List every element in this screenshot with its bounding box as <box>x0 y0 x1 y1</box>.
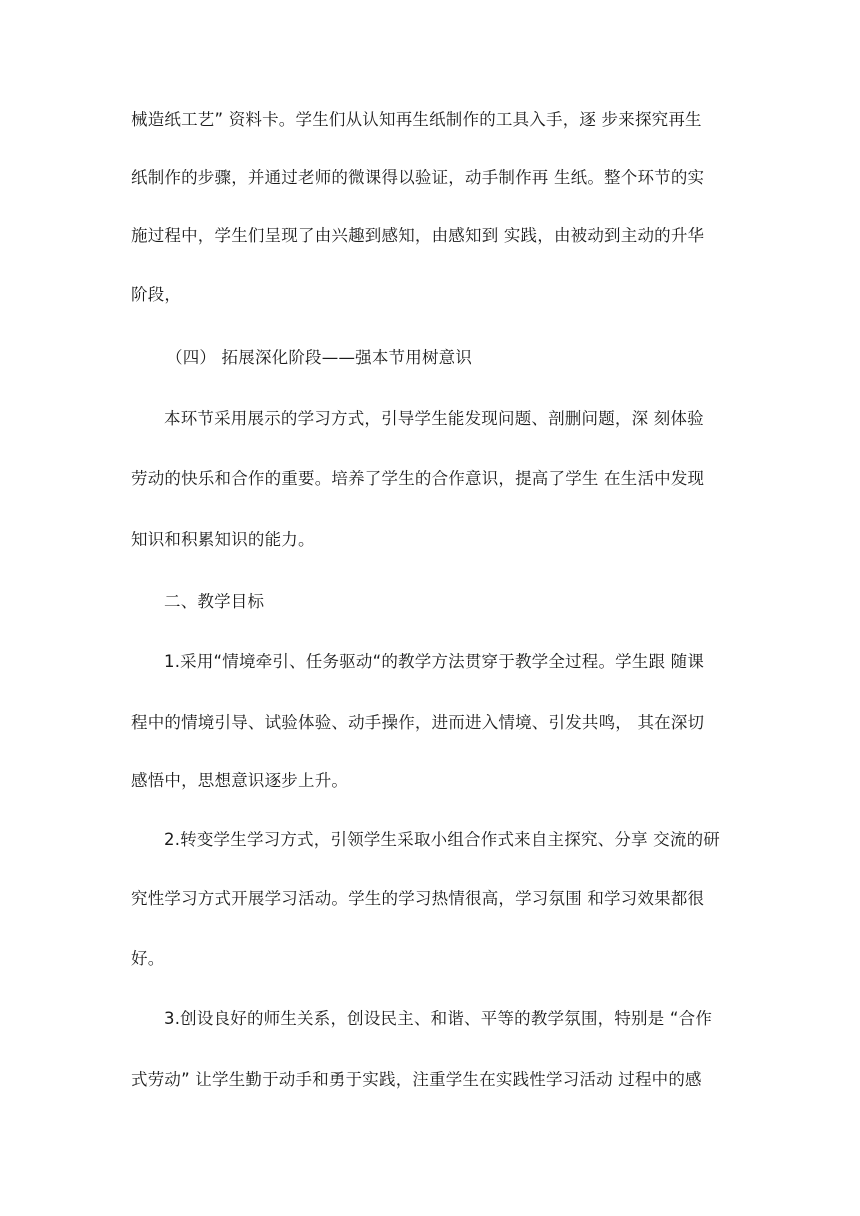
paragraph-line: 3.创设良好的师生关系，创设民主、和谐、平等的教学氛围，特别是 “合作 <box>164 1009 713 1028</box>
paragraph-line: 施过程中，学生们呈现了由兴趣到感知，由感知到 实践，由被动到主动的升华 <box>131 226 705 245</box>
paragraph-line: 式劳动” 让学生勤于动手和勇于实践，注重学生在实践性学习活动 过程中的感 <box>131 1070 702 1089</box>
paragraph-line: 究性学习方式开展学习活动。学生的学习热情很高，学习氛围 和学习效果都很 <box>131 889 705 908</box>
section-heading: 二、教学目标 <box>164 592 265 611</box>
paragraph-line: 感悟中，思想意识逐步上升。 <box>131 771 349 790</box>
paragraph-line: 阶段， <box>131 285 182 304</box>
paragraph-line: 知识和积累知识的能力。 <box>131 530 315 549</box>
paragraph-line: 程中的情境引导、试验体验、动手操作，进而进入情境、引发共鸣， 其在深切 <box>131 713 705 732</box>
section-heading: （四） 拓展深化阶段——强本节用树意识 <box>166 348 473 367</box>
paragraph-line: 劳动的快乐和合作的重要。培养了学生的合作意识，提高了学生 在生活中发现 <box>131 469 705 488</box>
paragraph-line: 2.转变学生学习方式，引领学生采取小组合作式来自主探究、分享 交流的研 <box>164 830 720 849</box>
paragraph-line: 纸制作的步骤，并通过老师的微课得以验证，动手制作再 生纸。整个环节的实 <box>131 168 705 187</box>
paragraph-line: 械造纸工艺” 资料卡。学生们从认知再生纸制作的工具入手，逐 步来探究再生 <box>131 110 702 129</box>
paragraph-line: 本环节采用展示的学习方式，引导学生能发现问题、剖删问题，深 刻体验 <box>164 409 704 428</box>
paragraph-line: 1.采用“情境牵引、任务驱动“的教学方法贯穿于教学全过程。学生跟 随课 <box>164 652 705 671</box>
paragraph-line: 好。 <box>131 949 165 968</box>
